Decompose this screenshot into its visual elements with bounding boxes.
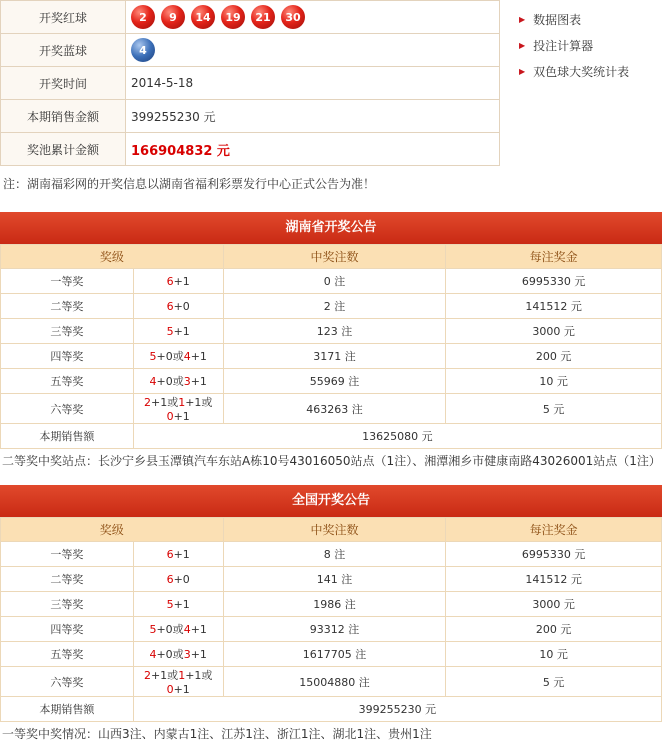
red-ball: 19 — [221, 5, 245, 29]
prize-condition: 6+1 — [133, 542, 223, 567]
prize-level: 四等奖 — [1, 344, 134, 369]
winner-count: 8 注 — [223, 542, 446, 567]
prize-amount: 3000 元 — [446, 592, 662, 617]
draw-date: 2014-5-18 — [126, 67, 500, 100]
prize-level: 三等奖 — [1, 592, 134, 617]
sales-amount-label: 本期销售金额 — [1, 100, 126, 133]
red-balls — [131, 5, 499, 29]
prize-condition: 4+0或3+1 — [133, 369, 223, 394]
prize-condition: 5+1 — [133, 319, 223, 344]
side-links — [519, 6, 629, 84]
prize-row — [1, 319, 662, 344]
hunan-announcement — [0, 212, 662, 474]
prize-row — [1, 642, 662, 667]
triangle-right-icon: ▶ — [519, 66, 526, 76]
prize-level: 四等奖 — [1, 617, 134, 642]
prize-row — [1, 617, 662, 642]
winner-count: 463263 注 — [223, 394, 446, 424]
prize-amount: 5 元 — [446, 667, 662, 697]
prize-condition: 2+1或1+1或0+1 — [133, 394, 223, 424]
hunan-prize-table — [0, 244, 662, 449]
winner-count: 123 注 — [223, 319, 446, 344]
winner-count: 15004880 注 — [223, 667, 446, 697]
prize-row — [1, 294, 662, 319]
triangle-right-icon: ▶ — [519, 14, 526, 24]
winner-count: 141 注 — [223, 567, 446, 592]
prize-row — [1, 394, 662, 424]
prize-condition: 5+0或4+1 — [133, 344, 223, 369]
prize-level: 六等奖 — [1, 394, 134, 424]
prize-row — [1, 369, 662, 394]
header-prize: 每注奖金 — [446, 518, 662, 542]
second-prize-sites: 二等奖中奖站点：长沙宁乡县玉潭镇汽车东站A栋10号43016050站点（1注）、湘潭湘乡市健康南路43026001站点（1注） — [2, 454, 661, 468]
prize-condition: 6+0 — [133, 294, 223, 319]
red-ball: 21 — [251, 5, 275, 29]
prize-row — [1, 542, 662, 567]
winner-count: 0 注 — [223, 269, 446, 294]
prize-amount: 6995330 元 — [446, 542, 662, 567]
prize-amount: 200 元 — [446, 617, 662, 642]
prize-level: 六等奖 — [1, 667, 134, 697]
prize-row — [1, 592, 662, 617]
red-ball: 30 — [281, 5, 305, 29]
winner-count: 1617705 注 — [223, 642, 446, 667]
prize-amount: 10 元 — [446, 642, 662, 667]
prize-row — [1, 344, 662, 369]
prize-level: 五等奖 — [1, 369, 134, 394]
prize-level: 二等奖 — [1, 294, 134, 319]
prize-amount: 6995330 元 — [446, 269, 662, 294]
red-ball: 14 — [191, 5, 215, 29]
prize-amount: 141512 元 — [446, 294, 662, 319]
national-announcement — [0, 485, 662, 741]
winner-count: 93312 注 — [223, 617, 446, 642]
prize-level: 二等奖 — [1, 567, 134, 592]
prize-condition: 5+0或4+1 — [133, 617, 223, 642]
sales-value: 399255230 元 — [133, 697, 661, 722]
prize-condition: 2+1或1+1或0+1 — [133, 667, 223, 697]
header-level: 奖级 — [1, 518, 224, 542]
header-prize: 每注奖金 — [446, 245, 662, 269]
prize-row — [1, 667, 662, 697]
prize-level: 一等奖 — [1, 269, 134, 294]
prize-level: 一等奖 — [1, 542, 134, 567]
winner-count: 3171 注 — [223, 344, 446, 369]
prize-level: 五等奖 — [1, 642, 134, 667]
sales-value: 13625080 元 — [133, 424, 661, 449]
winner-count: 1986 注 — [223, 592, 446, 617]
link-bet-calculator[interactable]: ▶ 投注计算器 — [519, 38, 594, 53]
national-title: 全国开奖公告 — [0, 485, 662, 517]
blue-ball: 4 — [131, 38, 155, 62]
prize-amount: 10 元 — [446, 369, 662, 394]
prize-condition: 6+0 — [133, 567, 223, 592]
header-level: 奖级 — [1, 245, 224, 269]
red-ball: 9 — [161, 5, 185, 29]
prize-amount: 141512 元 — [446, 567, 662, 592]
prize-row — [1, 567, 662, 592]
winner-count: 55969 注 — [223, 369, 446, 394]
sales-label: 本期销售额 — [1, 424, 134, 449]
draw-date-label: 开奖时间 — [1, 67, 126, 100]
prize-amount: 5 元 — [446, 394, 662, 424]
triangle-right-icon: ▶ — [519, 40, 526, 50]
link-jackpot-stats[interactable]: ▶ 双色球大奖统计表 — [519, 64, 630, 79]
blue-ball-label: 开奖蓝球 — [1, 34, 126, 67]
red-ball: 2 — [131, 5, 155, 29]
header-count: 中奖注数 — [223, 245, 446, 269]
prize-level: 三等奖 — [1, 319, 134, 344]
national-prize-table — [0, 517, 662, 722]
winner-count: 2 注 — [223, 294, 446, 319]
prize-amount: 200 元 — [446, 344, 662, 369]
sales-label: 本期销售额 — [1, 697, 134, 722]
header-count: 中奖注数 — [223, 518, 446, 542]
jackpot-pool: 166904832 元 — [131, 143, 230, 159]
first-prize-winners: 一等奖中奖情况：山西3注、内蒙古1注、江苏1注、浙江1注、湖北1注、贵州1注 — [2, 727, 432, 741]
prize-amount: 3000 元 — [446, 319, 662, 344]
disclaimer-note: 注：湖南福彩网的开奖信息以湖南省福利彩票发行中心正式公告为准！ — [3, 177, 376, 191]
sales-amount: 399255230 元 — [126, 100, 500, 133]
red-balls-label: 开奖红球 — [1, 1, 126, 34]
link-data-chart[interactable]: ▶ 数据图表 — [519, 12, 582, 27]
prize-condition: 4+0或3+1 — [133, 642, 223, 667]
draw-info-table — [0, 0, 500, 166]
jackpot-pool-label: 奖池累计金额 — [1, 133, 126, 166]
prize-condition: 6+1 — [133, 269, 223, 294]
prize-row — [1, 269, 662, 294]
hunan-title: 湖南省开奖公告 — [0, 212, 662, 244]
prize-condition: 5+1 — [133, 592, 223, 617]
